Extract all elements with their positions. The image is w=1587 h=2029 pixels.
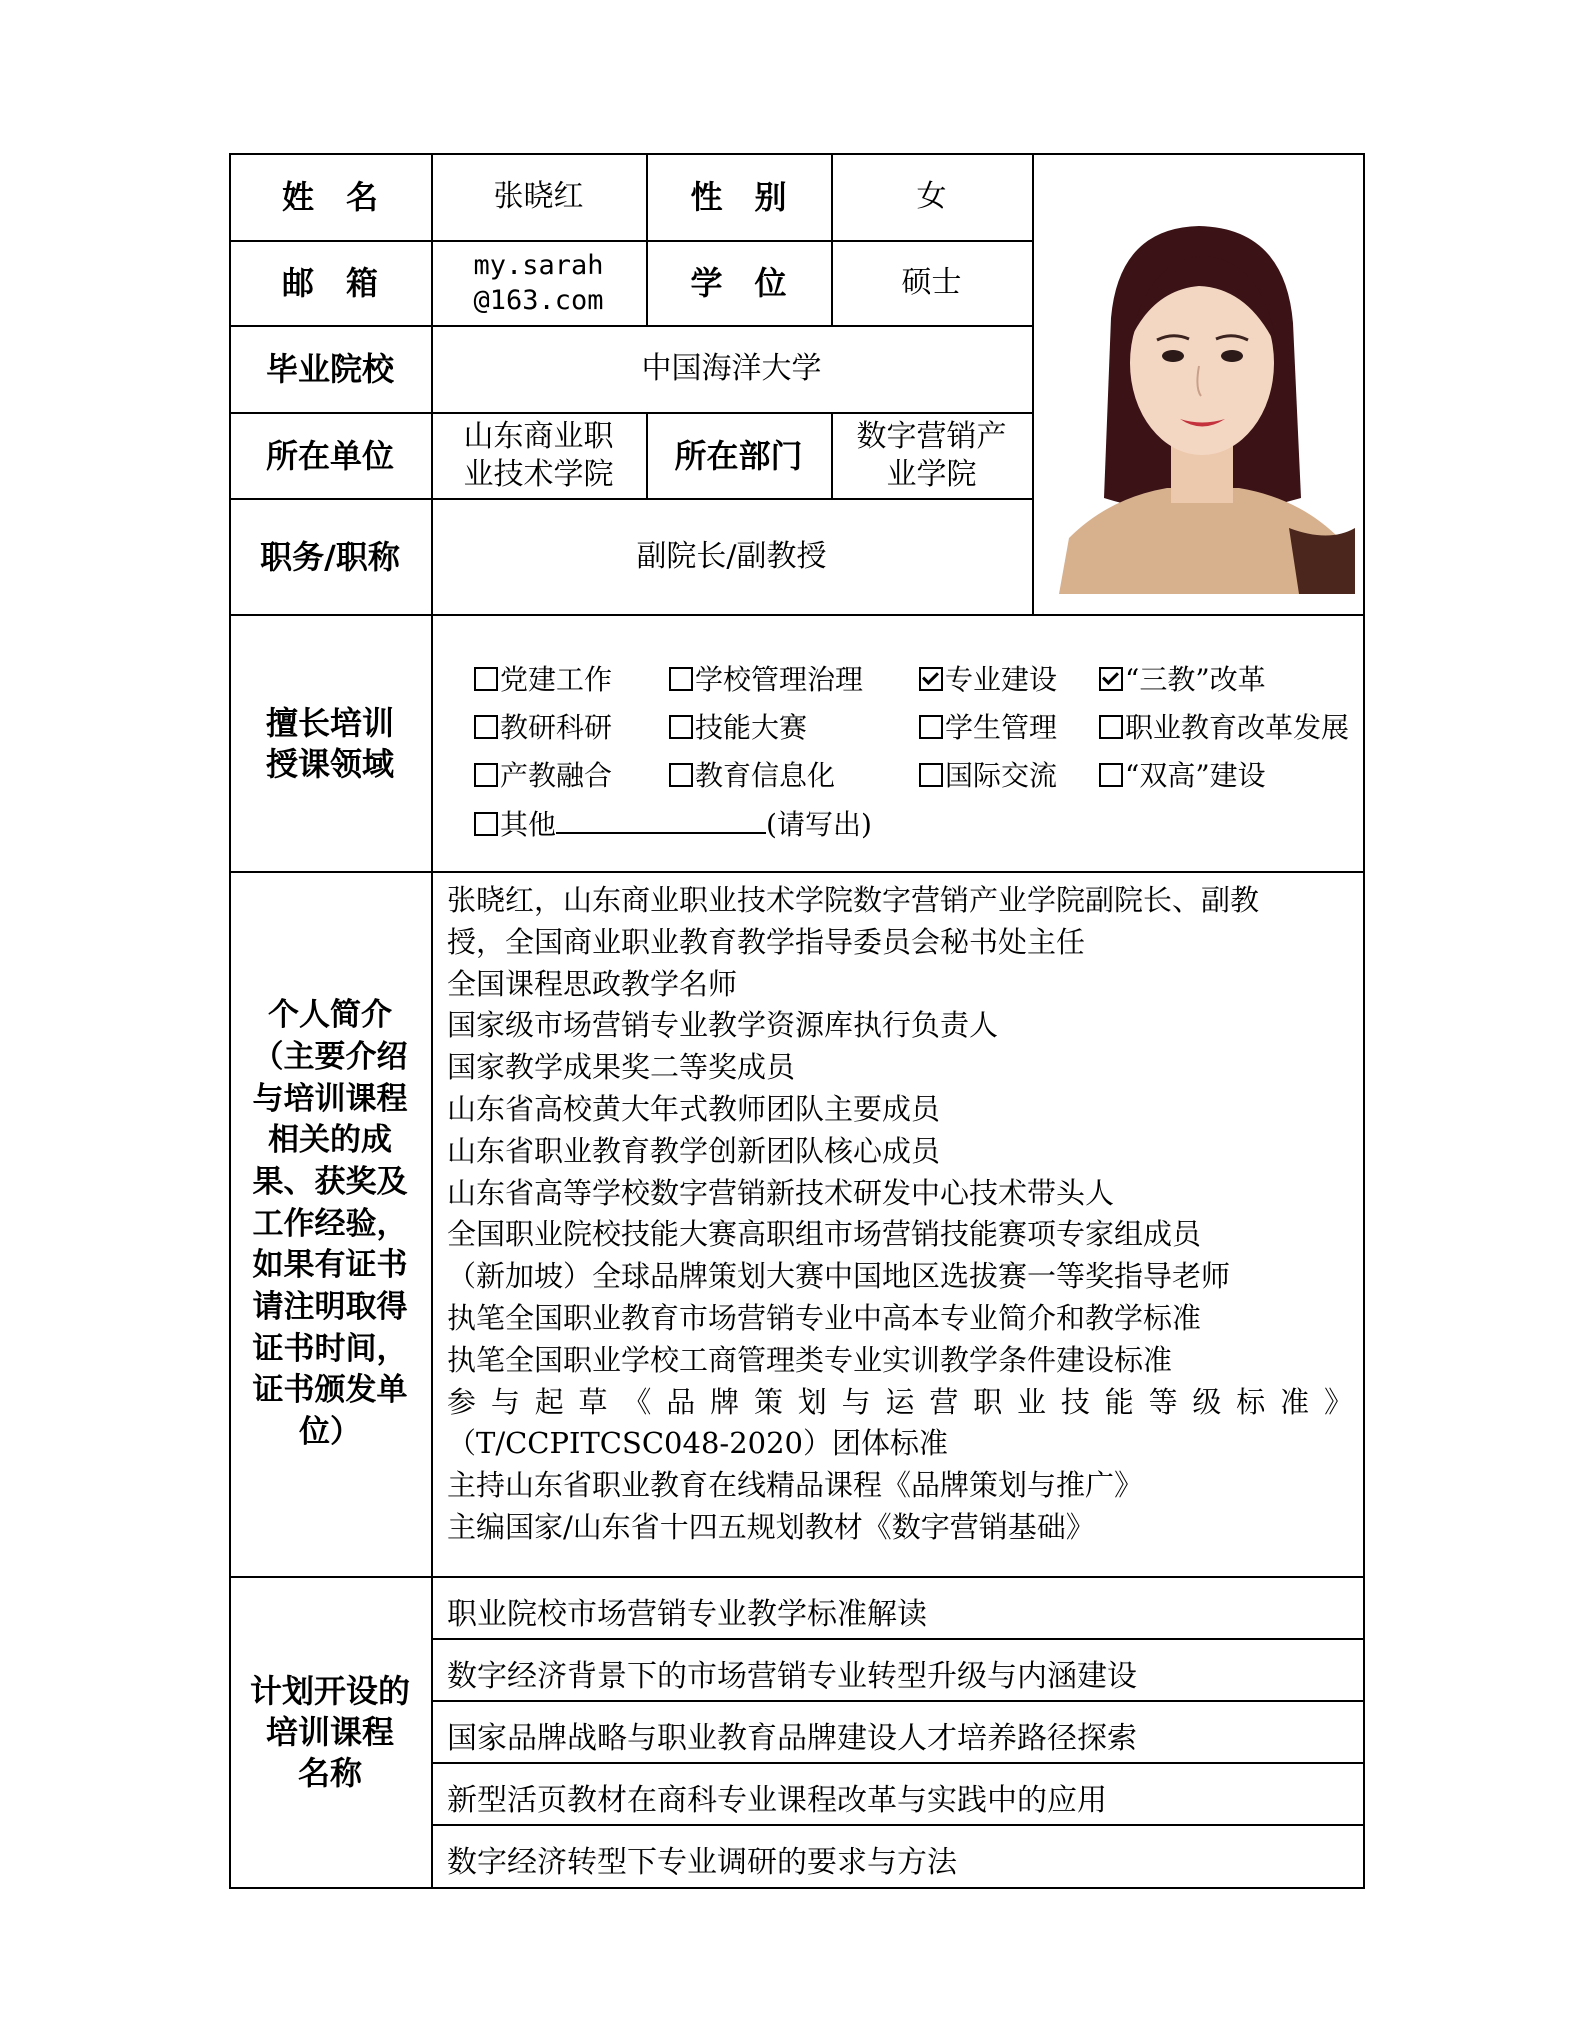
course-item: 数字经济背景下的市场营销专业转型升级与内涵建设 (447, 1659, 1137, 1694)
name-label: 姓 名 (281, 177, 378, 216)
unit-value (431, 413, 646, 499)
rule (1032, 153, 1034, 615)
dept-value (831, 413, 1032, 499)
bio-label-line: 请注明取得 (252, 1289, 408, 1326)
rule (431, 1824, 1365, 1826)
bio-line: 张晓红，山东商业职业技术学院数字营销产业学院副院长、副教 (447, 883, 1260, 917)
portrait-illustration (1049, 198, 1355, 594)
bio-label-line: 与培训课程 (252, 1080, 408, 1117)
area-option[interactable] (919, 754, 1057, 794)
bio-line: 国家教学成果奖二等奖成员 (447, 1050, 796, 1085)
bio-label-line: 工作经验， (252, 1205, 408, 1242)
bio-label-line: 相关的成 (268, 1122, 392, 1159)
other-blank-field[interactable] (556, 808, 766, 834)
area-option[interactable] (669, 658, 863, 698)
course-item: 数字经济转型下专业调研的要求与方法 (447, 1845, 957, 1880)
area-option-label: “双高”建设 (1125, 759, 1266, 792)
email-line: @163.com (473, 284, 604, 316)
checkbox-icon[interactable] (474, 667, 498, 691)
courses-label (229, 1577, 431, 1888)
checkbox-checked-icon[interactable] (1099, 667, 1123, 691)
course-item: 国家品牌战略与职业教育品牌建设人才培养路径探索 (447, 1721, 1137, 1756)
bio-label-line: 果、获奖及 (252, 1163, 408, 1200)
area-option-other[interactable] (474, 803, 872, 843)
area-option[interactable] (1099, 658, 1266, 698)
courses-label-line: 名称 (297, 1754, 362, 1792)
bio-line: 全国职业院校技能大赛高职组市场营销技能赛项专家组成员 (447, 1217, 1202, 1252)
area-option[interactable] (1099, 706, 1349, 746)
checkbox-icon[interactable] (669, 763, 693, 787)
gender-value: 女 (916, 178, 947, 214)
portrait-photo (1049, 198, 1355, 594)
bio-text (447, 880, 1353, 1549)
area-option-label: 国际交流 (945, 759, 1058, 792)
checkbox-icon[interactable] (1099, 715, 1123, 739)
dept-line: 数字营销产 (856, 418, 1007, 454)
degree-value: 硕士 (901, 265, 962, 301)
area-option-label: 职业教育改革发展 (1125, 711, 1350, 744)
area-option[interactable] (919, 658, 1057, 698)
areas-label-line: 擅长培训 (265, 703, 394, 742)
area-other-label: 其他 (500, 808, 557, 841)
bio-line: 参与起草《品牌策划与运营职业技能等级标准》 (447, 1384, 1353, 1419)
bio-line: 主持山东省职业教育在线精品课程《品牌策划与推广》 (447, 1468, 1144, 1503)
bio-label-line: 证书颁发单 (252, 1372, 408, 1409)
course-item: 职业院校市场营销专业教学标准解读 (447, 1597, 927, 1632)
bio-line: （T/CCPITCSC048-2020）团体标准 (447, 1426, 949, 1461)
checkbox-checked-icon[interactable] (919, 667, 943, 691)
area-option-label: 学生管理 (945, 711, 1058, 744)
bio-line: （新加坡）全球品牌策划大赛中国地区选拔赛一等奖指导老师 (447, 1259, 1231, 1294)
border-right (1363, 153, 1365, 1889)
checkbox-icon[interactable] (669, 715, 693, 739)
course-item: 新型活页教材在商科专业课程改革与实践中的应用 (447, 1783, 1107, 1818)
checkbox-icon[interactable] (919, 763, 943, 787)
title-value: 副院长/副教授 (636, 538, 827, 574)
areas-label (229, 615, 431, 872)
checkbox-icon[interactable] (669, 667, 693, 691)
area-option-label: 教育信息化 (695, 759, 836, 792)
checkbox-icon[interactable] (474, 715, 498, 739)
bio-line: 山东省职业教育教学创新团队核心成员 (447, 1133, 941, 1168)
rule (431, 1700, 1365, 1702)
gender-label: 性 别 (690, 177, 787, 216)
area-option-label: 学校管理治理 (695, 663, 864, 696)
area-option[interactable] (1099, 754, 1266, 794)
checkbox-icon[interactable] (919, 715, 943, 739)
area-option[interactable] (474, 754, 612, 794)
bio-line: 山东省高等学校数字营销新技术研发中心技术带头人 (447, 1175, 1115, 1210)
unit-line: 山东商业职 (463, 418, 614, 454)
bio-label-line: （主要介绍 (252, 1038, 408, 1075)
area-option[interactable] (474, 658, 612, 698)
school-label: 毕业院校 (265, 350, 394, 389)
courses-label-line: 培训课程 (265, 1713, 394, 1751)
school-value: 中国海洋大学 (641, 351, 822, 387)
checkbox-icon[interactable] (1099, 763, 1123, 787)
area-option-label: 党建工作 (500, 663, 613, 696)
degree-label: 学 位 (690, 264, 787, 303)
title-label: 职务/职称 (260, 537, 400, 576)
area-other-hint: (请写出) (766, 808, 872, 841)
unit-line: 业技术学院 (463, 457, 614, 492)
bio-line: 国家级市场营销专业教学资源库执行负责人 (447, 1008, 999, 1043)
bio-label (229, 872, 431, 1577)
unit-label: 所在单位 (265, 436, 394, 475)
dept-line: 业学院 (886, 457, 977, 492)
email-value (431, 241, 646, 326)
area-option-label: 产教融合 (500, 759, 613, 792)
bio-line: 主编国家/山东省十四五规划教材《数字营销基础》 (447, 1509, 1095, 1544)
areas-label-line: 授课领域 (265, 744, 394, 783)
email-line: my.sarah (473, 249, 604, 281)
rule (431, 1762, 1365, 1764)
name-value: 张晓红 (493, 178, 584, 214)
checkbox-icon[interactable] (474, 812, 498, 836)
bio-label-line: 位） (299, 1414, 361, 1451)
bio-line: 全国课程思政教学名师 (447, 966, 738, 1001)
bio-label-line: 个人简介 (268, 997, 392, 1034)
checkbox-icon[interactable] (474, 763, 498, 787)
area-option[interactable] (919, 706, 1057, 746)
bio-line: 授，全国商业职业教育教学指导委员会秘书处主任 (447, 924, 1086, 959)
area-option-label: 教研科研 (500, 711, 613, 744)
bio-label-line: 如果有证书 (252, 1247, 408, 1284)
area-option-label: 技能大赛 (695, 711, 808, 744)
area-option[interactable] (669, 754, 835, 794)
area-option-label: “三教”改革 (1125, 663, 1266, 696)
area-option-label: 专业建设 (945, 663, 1058, 696)
courses-label-line: 计划开设的 (249, 1672, 410, 1710)
area-option[interactable] (669, 706, 807, 746)
dept-label: 所在部门 (674, 436, 803, 475)
bio-line: 山东省高校黄大年式教师团队主要成员 (447, 1091, 941, 1126)
bio-label-line: 证书时间， (252, 1330, 408, 1367)
area-option[interactable] (474, 706, 612, 746)
rule (431, 1638, 1365, 1640)
profile-form (229, 153, 1365, 1889)
email-label: 邮 箱 (281, 264, 378, 303)
bio-line: 执笔全国职业教育市场营销专业中高本专业简介和教学标准 (447, 1300, 1202, 1335)
bio-line: 执笔全国职业学校工商管理类专业实训教学条件建设标准 (447, 1342, 1173, 1377)
